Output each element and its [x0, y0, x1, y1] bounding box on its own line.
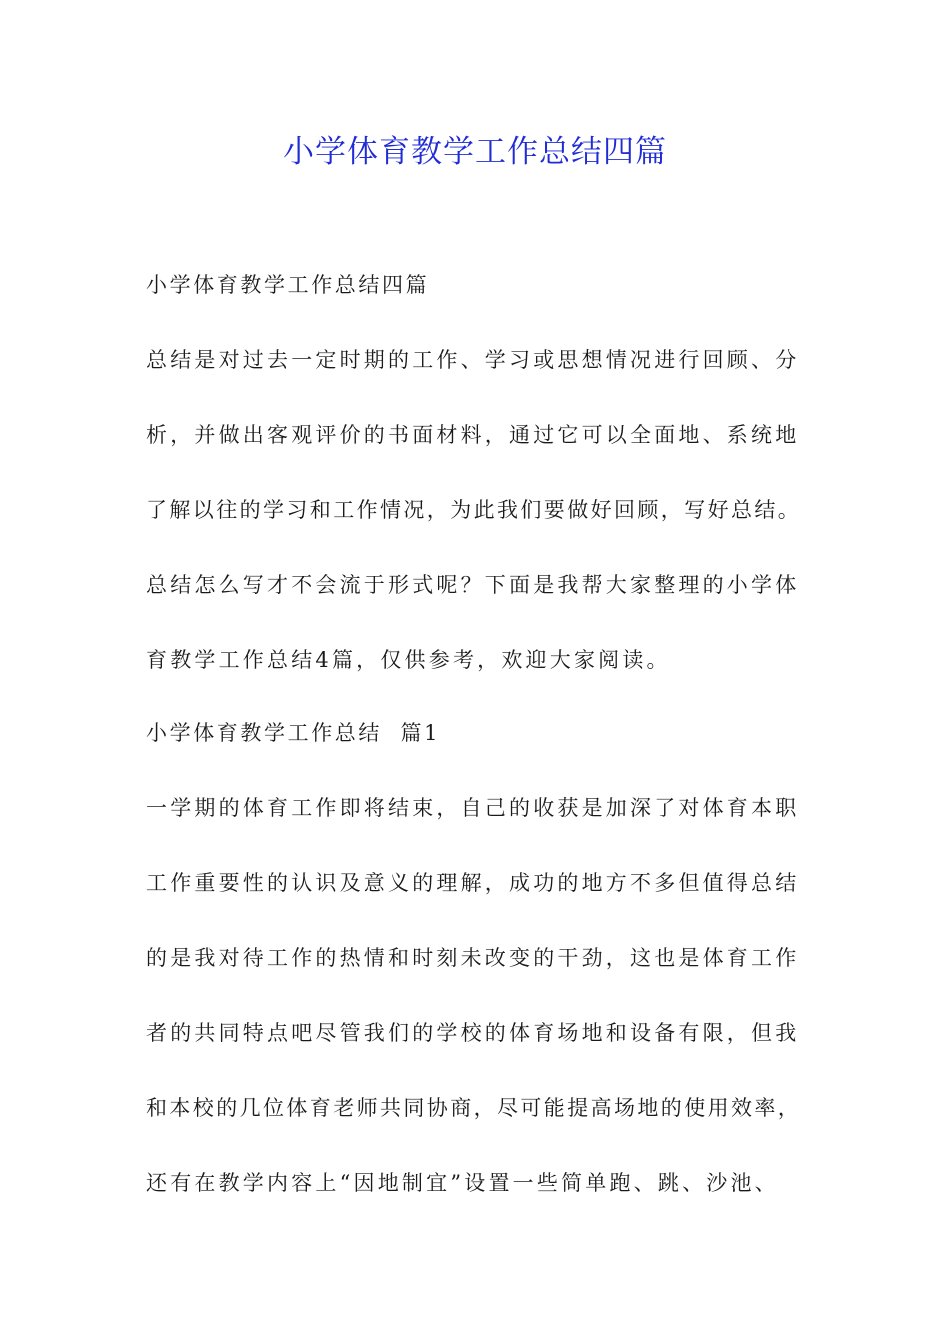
section-heading: 小学体育教学工作总结 篇1 — [146, 721, 441, 745]
document-subtitle: 小学体育教学工作总结四篇 — [146, 273, 430, 297]
intro-line: 育教学工作总结4篇，仅供参考，欢迎大家阅读。 — [146, 648, 671, 672]
intro-line: 了解以往的学习和工作情况，为此我们要做好回顾，写好总结。 — [146, 498, 802, 522]
body-line: 还有在教学内容上“因地制宜”设置一些简单跑、跳、沙池、 — [146, 1171, 779, 1195]
document-title: 小学体育教学工作总结四篇 — [283, 134, 667, 170]
body-line: 的是我对待工作的热情和时刻未改变的干劲，这也是体育工作 — [146, 946, 800, 970]
body-line: 和本校的几位体育老师共同协商，尽可能提高场地的使用效率， — [146, 1096, 802, 1120]
body-line: 一学期的体育工作即将结束，自己的收获是加深了对体育本职 — [146, 796, 800, 820]
intro-line: 总结是对过去一定时期的工作、学习或思想情况进行回顾、分 — [146, 348, 800, 372]
intro-line: 总结怎么写才不会流于形式呢？下面是我帮大家整理的小学体 — [146, 573, 800, 597]
body-line: 工作重要性的认识及意义的理解，成功的地方不多但值得总结 — [146, 871, 800, 895]
intro-line: 析，并做出客观评价的书面材料，通过它可以全面地、系统地 — [146, 423, 800, 447]
body-line: 者的共同特点吧尽管我们的学校的体育场地和设备有限，但我 — [146, 1021, 800, 1045]
